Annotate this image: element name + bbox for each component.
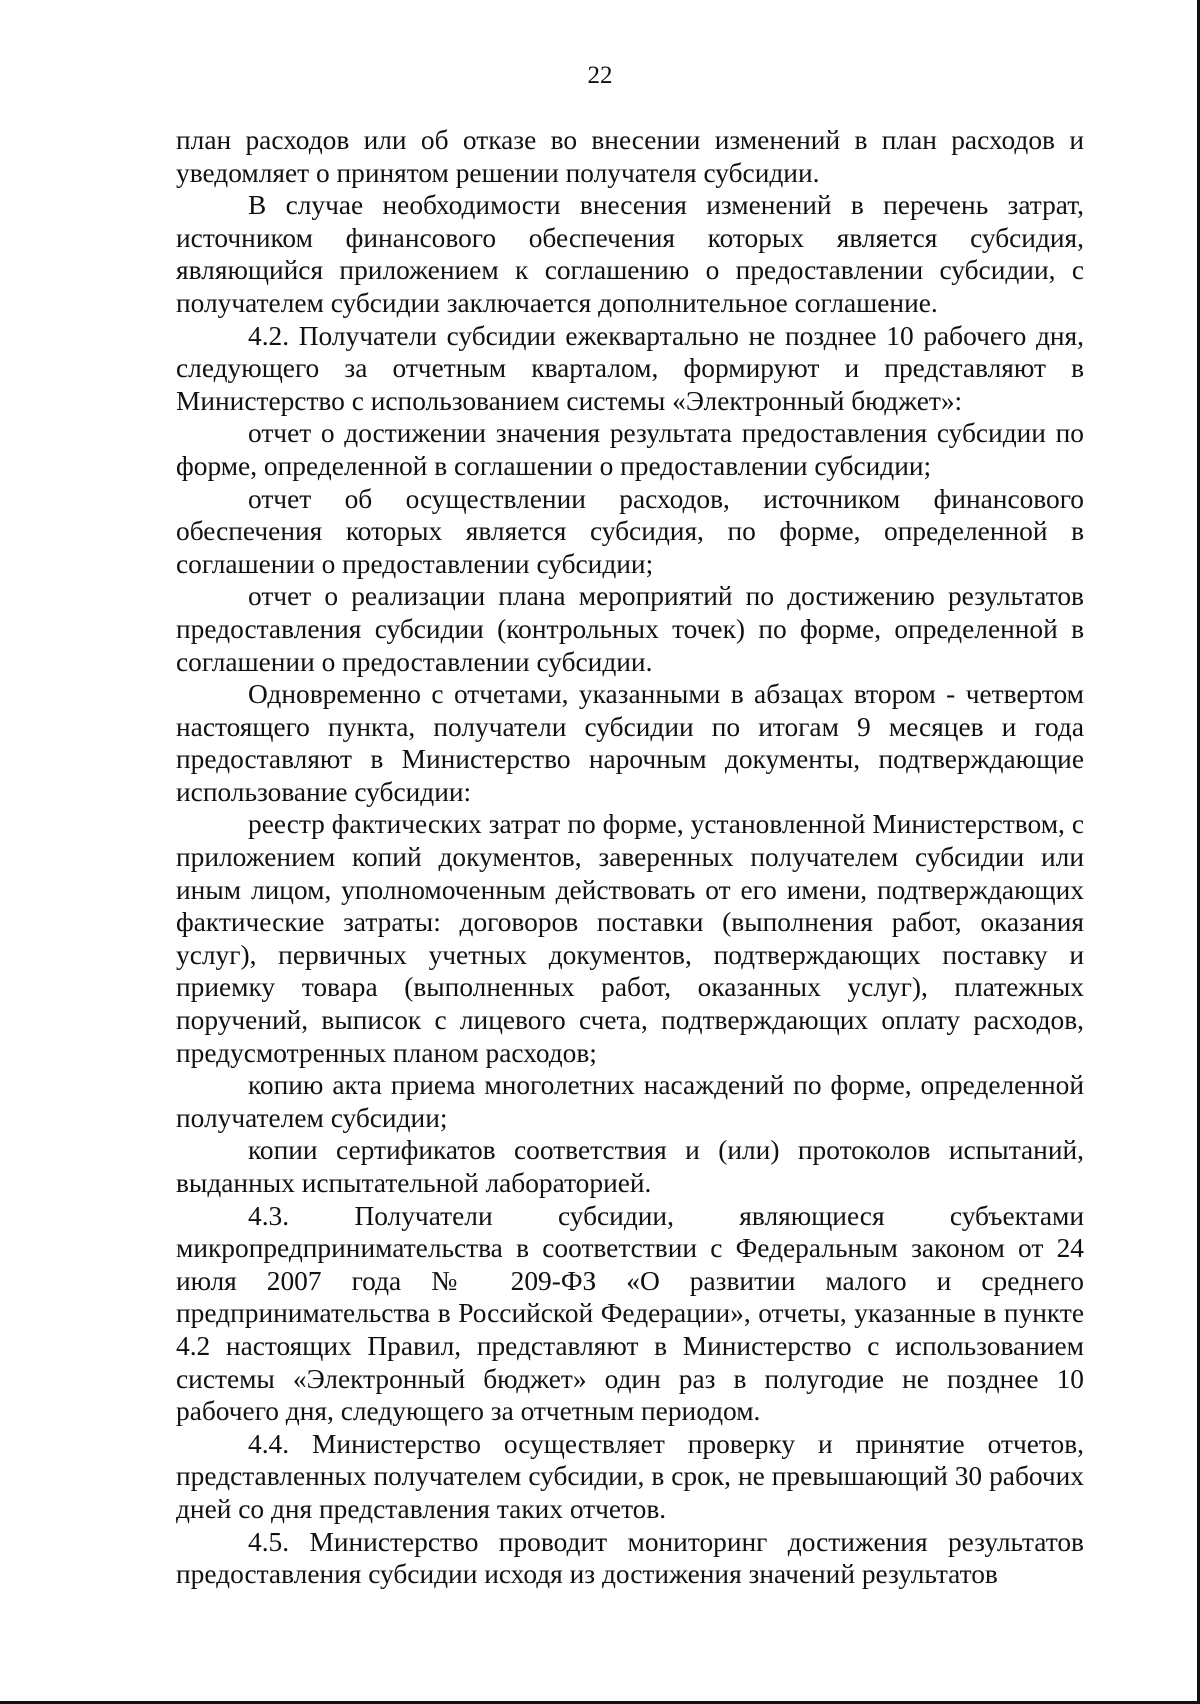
paragraph-amendment-costs: В случае необходимости внесения изменений в перечень затрат, источником финансового обеспечения которых является субсидия, являющийся приложением к соглашению о предоставлении субсидии, с получателем субсидии заключается дополнительное соглашение. [176, 190, 1084, 318]
paragraph-4-2: 4.2. Получатели субсидии ежеквартально не позднее 10 рабочего дня, следующего за отчетным кварталом, формируют и представляют в Министерство с использованием системы «Электронный бюджет»: [176, 320, 1084, 416]
paragraph-continuation: план расходов или об отказе во внесении изменений в план расходов и уведомляет о принятом решении получателя субсидии. [176, 125, 1084, 188]
paragraph-simultaneous-documents: Одновременно с отчетами, указанными в абзацах втором - четвертом настоящего пункта, получатели субсидии по итогам 9 месяцев и года предоставляют в Министерство нарочным документы, подтверждающие использование субсидии: [176, 679, 1084, 807]
paragraph-4-3: 4.3. Получатели субсидии, являющиеся субъектами микропредпринимательства в соответствии с Федеральным законом от 24 июля 2007 года № 209-ФЗ «О развитии малого и среднего предпринимательства в Российской Федерации», отчеты, указанные в пункте 4.2 настоящих Правил, представляют в Министерство с использованием системы «Электронный бюджет» один раз в полугодие не позднее 10 рабочего дня, следующего за отчетным периодом. [176, 1200, 1084, 1427]
paragraph-report-plan: отчет о реализации плана мероприятий по достижению результатов предоставления субсидии (контрольных точек) по форме, определенной в соглашении о предоставлении субсидии. [176, 581, 1084, 677]
document-body [176, 124, 1084, 1591]
page-number: 22 [587, 62, 613, 89]
paragraph-planting-act: копию акта приема многолетних насаждений по форме, определенной получателем субсидии; [176, 1070, 1084, 1133]
paragraph-report-result: отчет о достижении значения результата предоставления субсидии по форме, определенной в соглашении о предоставлении субсидии; [176, 418, 1084, 481]
paragraph-certificates: копии сертификатов соответствия и (или) протоколов испытаний, выданных испытательной лабораторией. [176, 1135, 1084, 1198]
paragraph-cost-register: реестр фактических затрат по форме, установленной Министерством, с приложением копий документов, заверенных получателем субсидии или иным лицом, уполномоченным действовать от его имени, подтверждающих фактические затраты: договоров поставки (выполнения работ, оказания услуг), первичных учетных документов, подтверждающих поставку и приемку товара (выполненных работ, оказанных услуг), платежных поручений, выписок с лицевого счета, подтверждающих оплату расходов, предусмотренных планом расходов; [176, 809, 1084, 1068]
paragraph-report-expenses: отчет об осуществлении расходов, источником финансового обеспечения которых является субсидия, по форме, определенной в соглашении о предоставлении субсидии; [176, 483, 1084, 579]
paragraph-4-4: 4.4. Министерство осуществляет проверку и принятие отчетов, представленных получателем субсидии, в срок, не превышающий 30 рабочих дней со дня представления таких отчетов. [176, 1428, 1084, 1524]
paragraph-4-5: 4.5. Министерство проводит мониторинг достижения результатов предоставления субсидии исходя из достижения значений результатов [176, 1526, 1084, 1590]
